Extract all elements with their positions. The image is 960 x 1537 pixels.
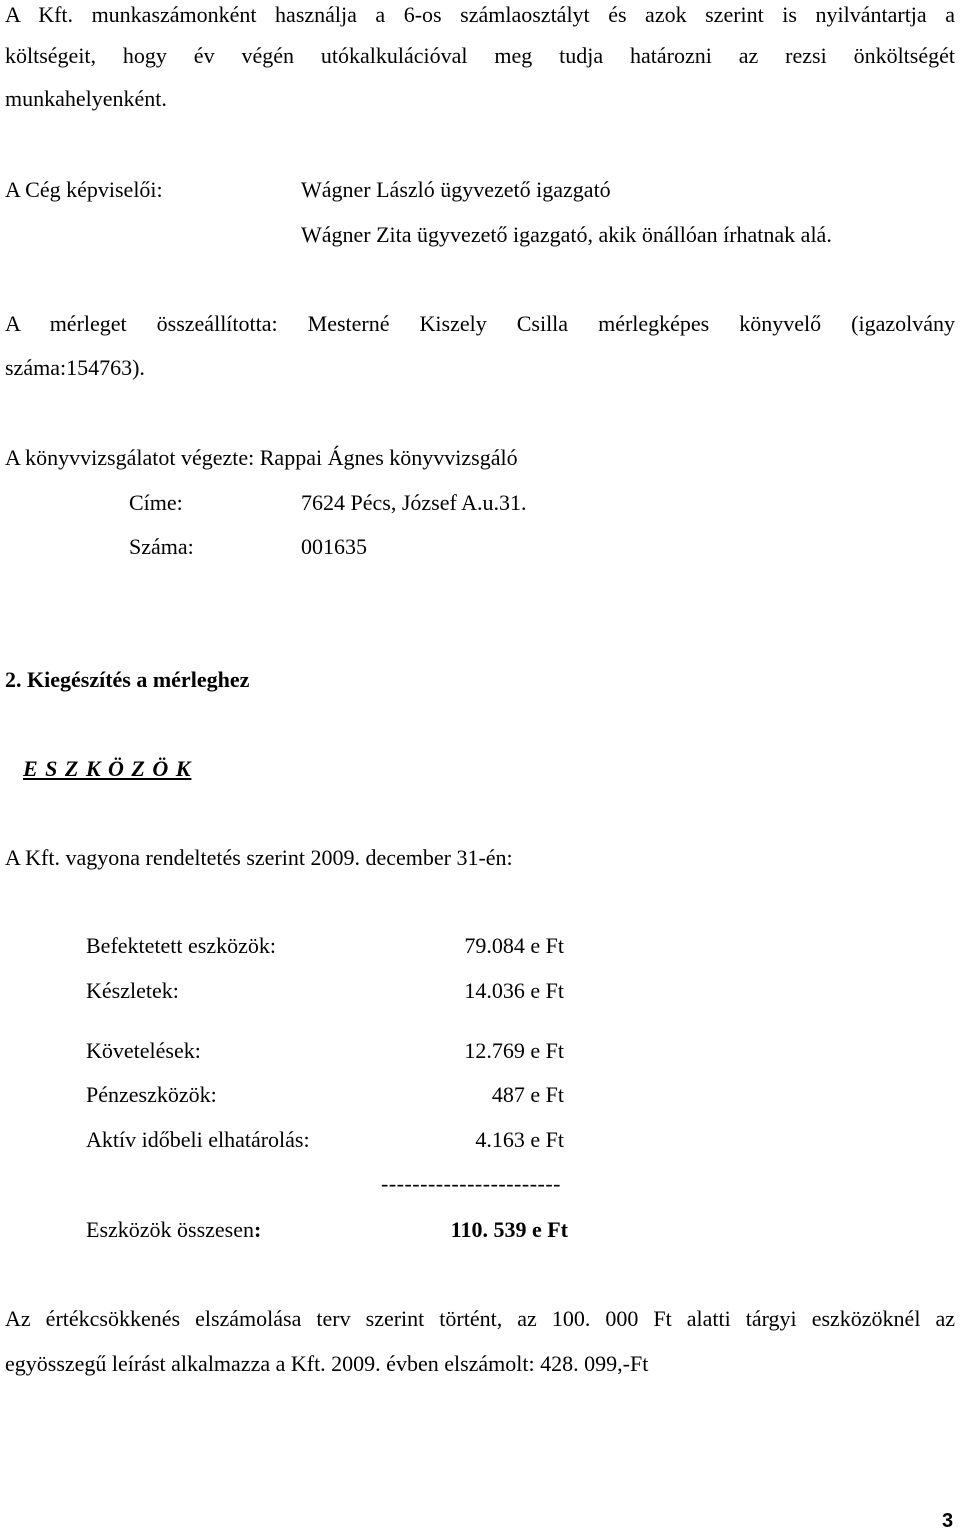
asset-value: 14.036 e Ft — [464, 978, 564, 1003]
asset-value: 12.769 e Ft — [464, 1038, 564, 1063]
auditor-number-value: 001635 — [301, 534, 367, 559]
sum-separator: ----------------------- — [381, 1171, 562, 1196]
asset-label: Pénzeszközök: — [86, 1082, 217, 1107]
representative-2: Wágner Zita ügyvezető igazgató, akik önállóan írhatnak alá. — [301, 222, 832, 247]
section-title: 2. Kiegészítés a mérleghez — [5, 667, 250, 692]
total-label-colon: : — [254, 1217, 262, 1242]
asset-label: Aktív időbeli elhatárolás: — [86, 1127, 310, 1152]
balance-compiler-line-2: száma:154763). — [5, 355, 145, 380]
asset-value: 79.084 e Ft — [464, 933, 564, 958]
balance-compiler-line-1: A mérleget összeállította: Mesterné Kiszely Csilla mérlegképes könyvelő (igazolvány — [5, 311, 955, 336]
auditor-address-value: 7624 Pécs, József A.u.31. — [301, 490, 527, 515]
depreciation-line-2: egyösszegű leírást alkalmazza a Kft. 2009. évben elszámolt: 428. 099,-Ft — [5, 1351, 649, 1376]
section-subtitle: E S Z K Ö Z Ö K — [23, 756, 192, 781]
total-label — [86, 1208, 261, 1252]
representatives-label: A Cég képviselői: — [5, 177, 163, 202]
representative-1: Wágner László ügyvezető igazgató — [301, 177, 611, 202]
asset-value: 487 e Ft — [491, 1082, 564, 1107]
asset-label: Befektetett eszközök: — [86, 933, 276, 958]
section-intro: A Kft. vagyona rendeltetés szerint 2009. december 31-én: — [5, 845, 513, 870]
page-number: 3 — [942, 1510, 954, 1532]
depreciation-line-1: Az értékcsökkenés elszámolása terv szerint történt, az 100. 000 Ft alatti tárgyi eszközöknél az — [5, 1306, 955, 1331]
asset-label: Készletek: — [86, 978, 179, 1003]
auditor-line: A könyvvizsgálatot végezte: Rappai Ágnes könyvvizsgáló — [5, 445, 518, 470]
total-label-text: Eszközök összesen — [86, 1217, 255, 1242]
intro-line-1: A Kft. munkaszámonként használja a 6-os számlaosztályt és azok szerint is nyilvántartja a — [5, 2, 955, 27]
total-value: 110. 539 e Ft — [450, 1217, 568, 1242]
auditor-number-label: Száma: — [129, 534, 194, 559]
intro-line-2: költségeit, hogy év végén utókalkulációval meg tudja határozni az rezsi önköltségét — [5, 43, 955, 68]
asset-label: Követelések: — [86, 1038, 201, 1063]
intro-line-3: munkahelyenként. — [5, 86, 167, 111]
auditor-address-label: Címe: — [129, 490, 183, 515]
asset-value: 4.163 e Ft — [475, 1127, 564, 1152]
